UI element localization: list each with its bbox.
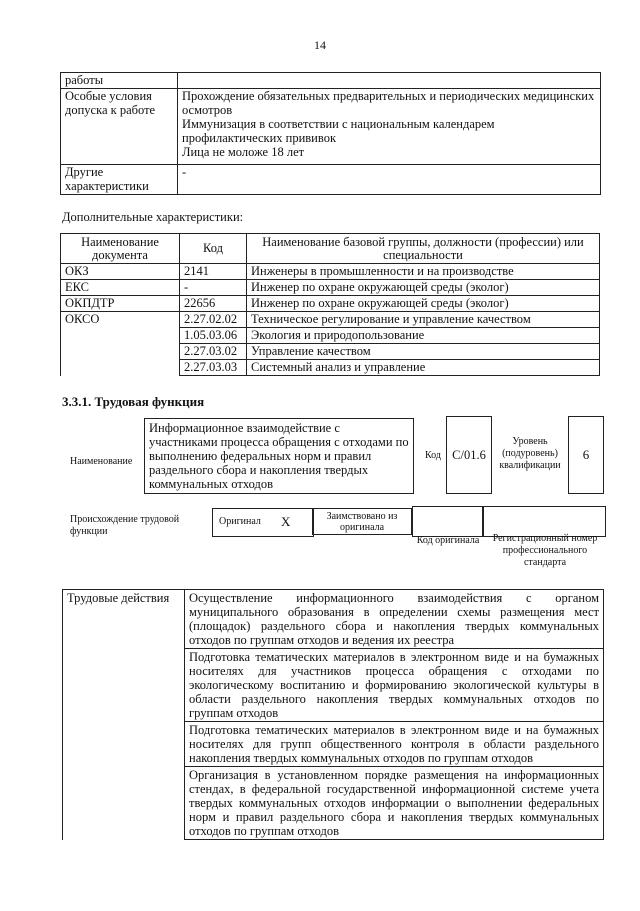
column-header: Код [180, 234, 247, 264]
additional-characteristics-title: Дополнительные характеристики: [62, 210, 244, 224]
table-row [61, 73, 601, 89]
conditions-table [60, 72, 601, 195]
code-label: Код [425, 450, 441, 461]
table-row: ЕКС - Инженер по охране окружающей среды (эколог) [61, 280, 600, 296]
borrowed-cell: Заимствовано из оригинала [312, 508, 412, 535]
code-value: С/01.6 [446, 416, 492, 494]
labor-actions-table [62, 589, 604, 840]
origin-original-cell [212, 508, 314, 537]
table-row: 1.05.03.06 Экология и природопользование [61, 328, 600, 344]
level-value: 6 [568, 416, 604, 494]
column-header: Наименование документа [61, 234, 180, 264]
row-label: Другие характеристики [61, 165, 178, 195]
table-row: ОКСО 2.27.02.02 Техническое регулирование и управление качеством [61, 312, 600, 328]
action-item: Осуществление информационного взаимодействия с органом муниципального образования в определении схемы размещения мест (площадок) раздельного сбора и накопления твердых коммунальных отходов по группам отходов и ведения их реестра [185, 590, 604, 649]
origin-label: Происхождение трудовой функции [70, 514, 180, 537]
row-label: Особые условия допуска к работе [61, 89, 178, 165]
row-value: Прохождение обязательных предварительных и периодических медицинских осмотров Иммунизация в соответствии с национальным календарем профилактических прививок Лица не моложе 18 лет [178, 89, 601, 165]
registration-caption: Регистрационный номер профессионального стандарта [492, 533, 598, 568]
action-item: Подготовка тематических материалов в электронном виде и на бумажных носителях для участников процесса обращения с отходами по экологическому воспитанию и формированию экологической культуры в области раздельного накопления твердых коммунальных отходов по группам отходов [185, 649, 604, 722]
action-item: Организация в установленном порядке размещения на информационных стендах, в федеральной государственной информационной системе учета твердых коммунальных отходов информации о выполнении федеральных норм и правил раздельного сбора и накопления твердых коммунальных отходов по группам отходов [185, 767, 604, 840]
table-row: 2.27.03.03 Системный анализ и управление [61, 360, 600, 376]
name-label: Наименование [70, 456, 133, 467]
actions-label: Трудовые действия [63, 590, 185, 840]
level-label: Уровень (подуровень) квалификации [499, 436, 561, 471]
table-row [61, 165, 601, 195]
row-label: работы [61, 73, 178, 89]
section-title: 3.3.1. Трудовая функция [62, 394, 205, 409]
table-row [63, 590, 604, 649]
action-item: Подготовка тематических материалов в электронном виде и на бумажных носителях для групп общественного контроля в области раздельного накопления твердых коммунальных отходов по группам отходов [185, 722, 604, 767]
classifier-table [60, 233, 600, 376]
table-row: 2.27.03.02 Управление качеством [61, 344, 600, 360]
page-number: 14 [314, 38, 326, 52]
original-code-cell [412, 506, 484, 537]
table-header-row [61, 234, 600, 264]
table-row [61, 89, 601, 165]
code-caption: Код оригинала [416, 535, 480, 546]
row-value: - [178, 165, 601, 195]
function-name: Информационное взаимодействие с участниками процесса обращения с отходами по выполнению федеральных норм и правил раздельного сбора и накопления твердых коммунальных отходов [144, 418, 414, 494]
table-row: ОКЗ 2141 Инженеры в промышленности и на производстве [61, 264, 600, 280]
original-label: Оригинал [219, 516, 261, 527]
row-value [178, 73, 601, 89]
table-row: ОКПДТР 22656 Инженер по охране окружающей среды (эколог) [61, 296, 600, 312]
column-header: Наименование базовой группы, должности (профессии) или специальности [247, 234, 600, 264]
original-mark: X [281, 514, 291, 529]
